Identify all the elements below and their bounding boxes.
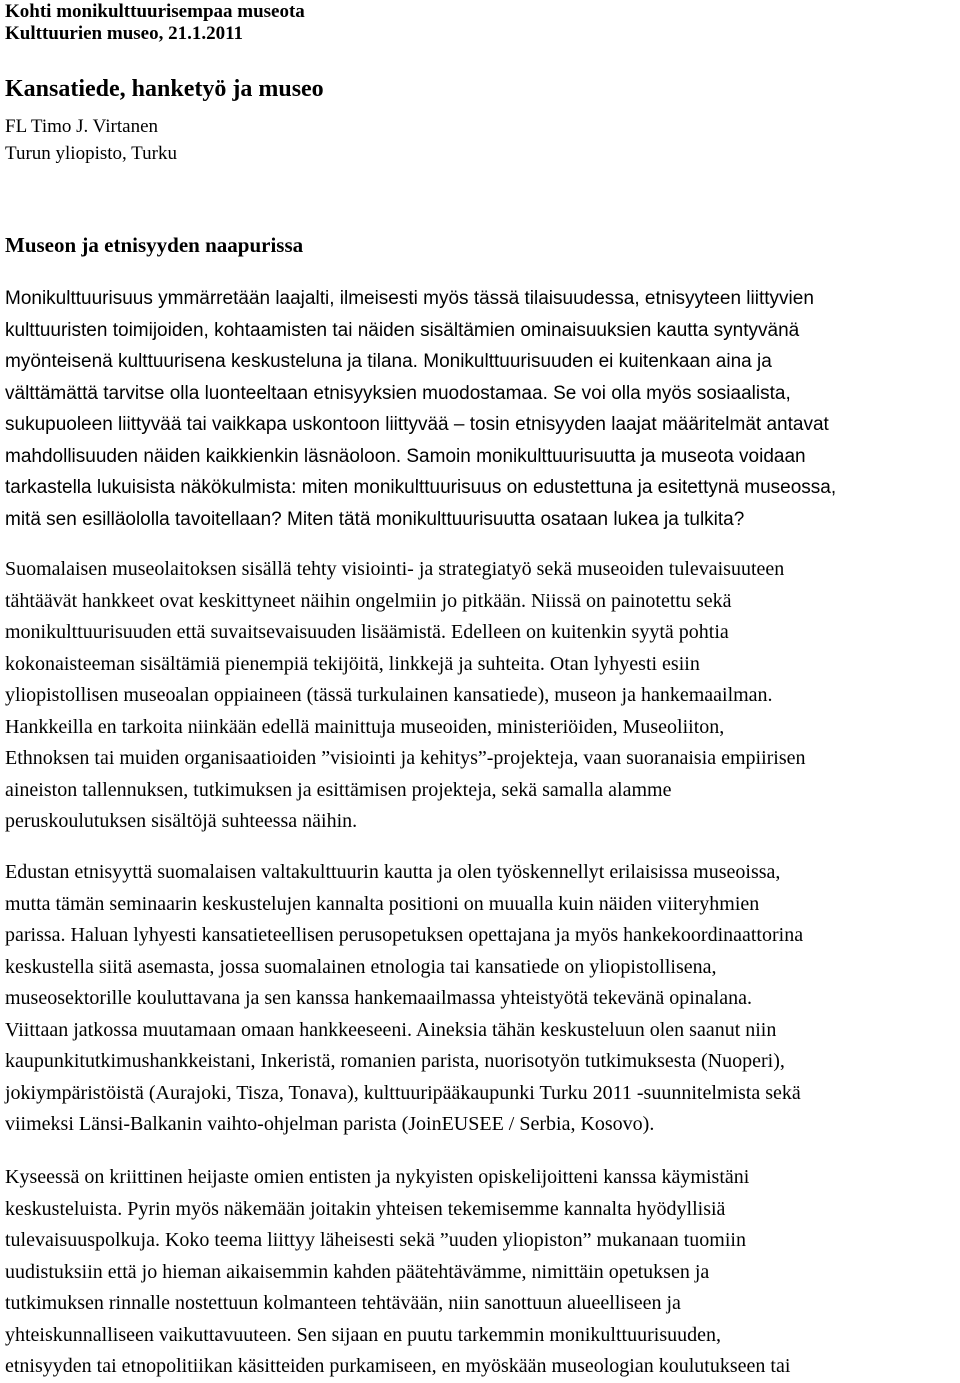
paragraph-line: Suomalaisen museolaitoksen sisällä tehty visiointi- ja strategiatyö sekä museoiden tulevaisuuteen: [5, 558, 785, 580]
paragraph-line: museosektorille kouluttavana ja sen kanssa hankemaailmassa yhteistyötä tekevänä opinalana.: [5, 987, 752, 1009]
document-page: [5, 0, 957, 1377]
paragraph-line: yliopistollisen museoalan oppiaineen (tässä turkulainen kansatiede), museon ja hankemaailman.: [5, 684, 773, 706]
paragraph-line: tulevaisuuspolkuja. Koko teema liittyy läheisesti sekä ”uuden yliopiston” mukanaan tuomiin: [5, 1229, 746, 1251]
author-affiliation: Turun yliopisto, Turku: [5, 143, 177, 164]
paragraph-line: tarkastella lukuisista näkökulmista: miten monikulttuurisuus on edustettuna ja esitettynä museossa,: [5, 477, 837, 498]
author-block: [5, 113, 177, 167]
event-title: Kohti monikulttuurisempaa museota: [5, 1, 305, 22]
author-name: FL Timo J. Virtanen: [5, 116, 159, 137]
paragraph-line: Kyseessä on kriittinen heijaste omien entisten ja nykyisten opiskelijoitteni kanssa käymistäni: [5, 1166, 750, 1188]
paragraph-line: välttämättä tarvitse olla luonteeltaan etnisyyksien muodostamaa. Se voi olla myös sosiaalista,: [5, 382, 791, 404]
paragraph-line: Edustan etnisyyttä suomalaisen valtakulttuurin kautta ja olen työskennellyt erilaisissa museoissa,: [5, 861, 781, 883]
paragraph-line: jokiympäristöistä (Aurajoki, Tisza, Tonava), kulttuuripääkaupunki Turku 2011 -suunnitelmista sekä: [5, 1081, 801, 1104]
paragraph-line: aineiston tallennuksen, tutkimuksen ja esittämisen projekteja, sekä samalla alamme: [5, 778, 672, 801]
paragraph-text: [5, 857, 957, 1141]
paragraph-line: tutkimuksen rinnalle nostettuun kolmanteen tehtävään, niin sanottuun alueelliseen ja: [5, 1292, 681, 1314]
paragraph-1: [5, 283, 957, 535]
paragraph-line: myönteisenä kulttuurisena keskusteluna ja tilana. Monikulttuurisuuden ei kuitenkaan aina ja: [5, 351, 772, 372]
paragraph-line: uudistuksiin että jo hieman aikaisemmin kahden päätehtävämme, nimittäin opetuksen ja: [5, 1260, 710, 1283]
paragraph-line: monikulttuurisuuden että suvaitsevaisuuden lisäämistä. Edelleen on kuitenkin syytä pohtia: [5, 621, 729, 643]
paragraph-line: sukupuoleen liittyvää tai vaikkapa uskontoon liittyvää – tosin etnisyyden laajat määritelmät antavat: [5, 414, 829, 435]
paragraph-text: [5, 283, 957, 535]
paragraph-line: mitä sen esilläololla tavoitellaan? Miten tätä monikulttuurisuutta osataan lukea ja tulkita?: [5, 508, 745, 530]
paragraph-text: [5, 554, 957, 838]
paragraph-text: [5, 1162, 957, 1383]
paragraph-line: mutta tämän seminaarin keskustelujen kannalta positioni on muualla kuin näiden viiteryhmien: [5, 892, 760, 915]
paragraph-line: keskustella siitä asemasta, jossa suomalainen etnologia tai kansatiede on yliopistollisena,: [5, 955, 717, 978]
paragraph-line: parissa. Haluan lyhyesti kansatieteellisen perusopetuksen opettajana ja myös hankekoordinaattorina: [5, 924, 804, 946]
event-header: [5, 0, 957, 45]
document-title: Kansatiede, hanketyö ja museo: [5, 76, 324, 102]
paragraph-line: tähtäävät hankkeet ovat keskittyneet näihin ongelmiin jo pitkään. Niissä on painotettu sekä: [5, 589, 732, 612]
section-heading: Museon ja etnisyyden naapurissa: [5, 233, 304, 257]
paragraph-line: peruskoulutuksen sisältöjä suhteessa näihin.: [5, 810, 358, 832]
paragraph-line: Hankkeilla en tarkoita niinkään edellä mainittuja museoiden, ministeriöiden, Museoliiton,: [5, 715, 725, 738]
paragraph-line: kulttuuristen toimijoiden, kohtaamisten tai näiden sisältämien ominaisuuksien kautta syntyvänä: [5, 319, 800, 341]
paragraph-line: Monikulttuurisuus ymmärretään laajalti, ilmeisesti myös tässä tilaisuudessa, etnisyyteen liittyvien: [5, 288, 814, 309]
paragraph-line: kokonaisteeman sisältämiä pienempiä tekijöitä, linkkejä ja suhteita. Otan lyhyesti esiin: [5, 652, 700, 675]
paragraph-line: etnisyyden tai etnopolitiikan käsitteiden purkamiseen, en myöskään museologian koulutukseen tai: [5, 1355, 791, 1377]
paragraph-2: [5, 554, 957, 838]
paragraph-line: Ethnoksen tai muiden organisaatioiden ”visiointi ja kehitys”-projekteja, vaan suoranaisia empiirisen: [5, 747, 806, 769]
paragraph-line: mahdollisuuden näiden kaikkienkin läsnäoloon. Samoin monikulttuurisuutta ja museota voidaan: [5, 445, 806, 467]
event-place-date: Kulttuurien museo, 21.1.2011: [5, 23, 244, 44]
paragraph-line: keskusteluista. Pyrin myös näkemään joitakin yhteisen tekemisemme kannalta hyödyllisiä: [5, 1197, 726, 1220]
paragraph-line: yhteiskunnalliseen vaikuttavuuteen. Sen sijaan en puutu tarkemmin monikulttuurisuuden,: [5, 1323, 721, 1346]
paragraph-4: [5, 1162, 957, 1383]
paragraph-line: Viittaan jatkossa muutamaan omaan hankkeeseeni. Aineksia tähän keskusteluun olen saanut niin: [5, 1018, 777, 1041]
paragraph-line: viimeksi Länsi-Balkanin vaihto-ohjelman parista (JoinEUSEE / Serbia, Kosovo).: [5, 1113, 655, 1135]
paragraph-line: kaupunkitutkimushankkeistani, Inkeristä, romanien parista, nuorisotyön tutkimuksesta (Nuoperi),: [5, 1050, 785, 1072]
paragraph-3: [5, 857, 957, 1141]
